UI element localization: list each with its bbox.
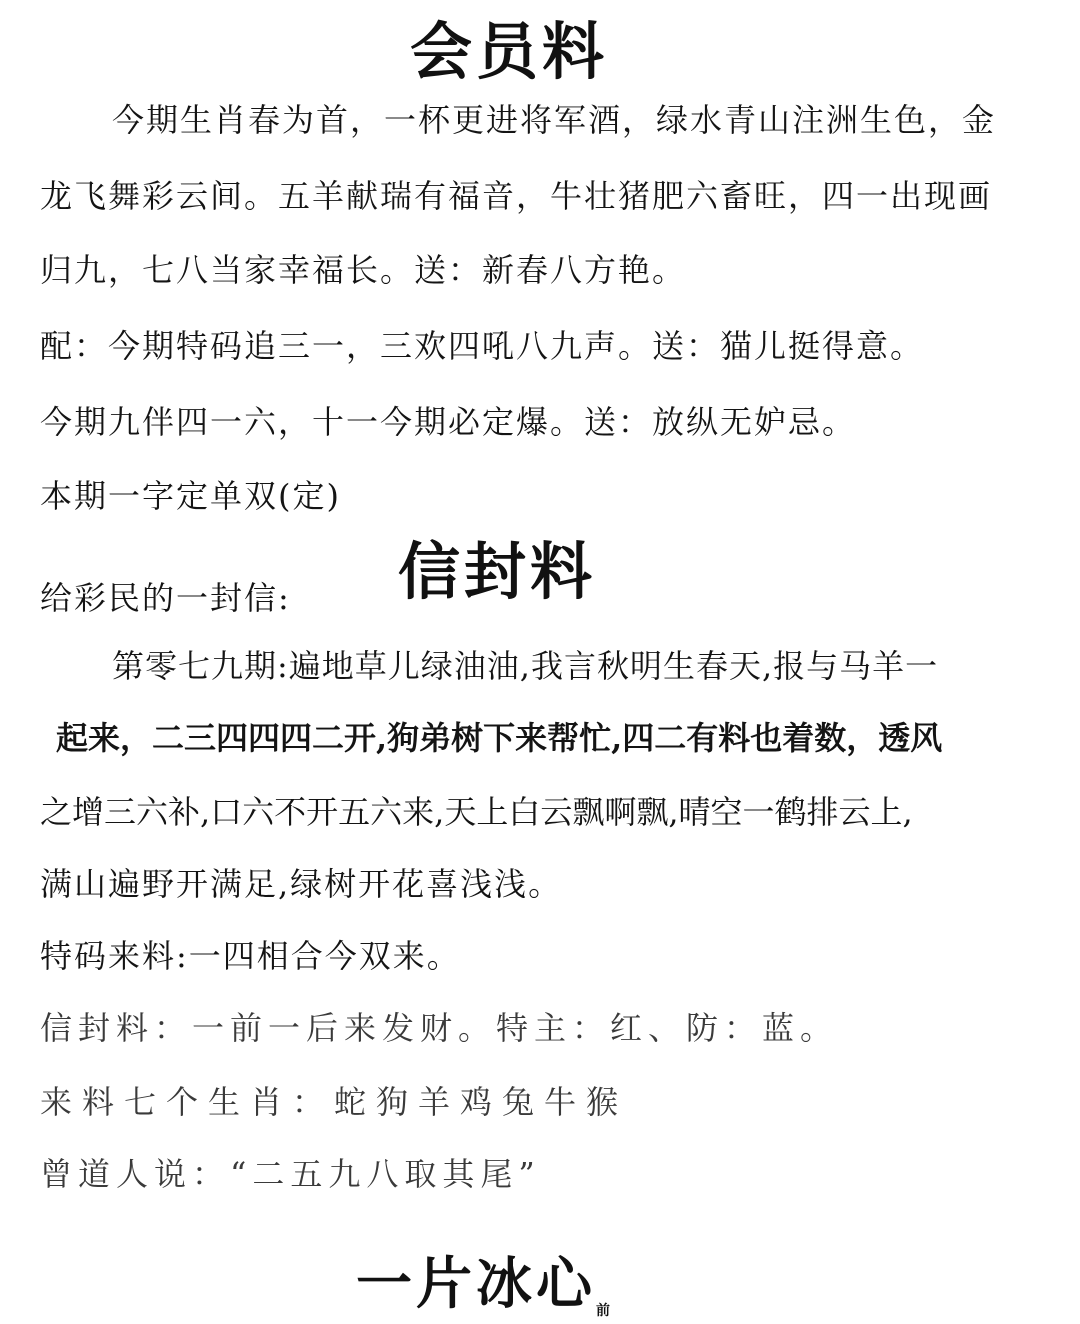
title-mark: 前 xyxy=(596,1303,610,1319)
section-title-text: 一片冰心 xyxy=(356,1251,596,1317)
text-line: 龙飞舞彩云间。五羊献瑞有福音，牛壮猪肥六畜旺，四一出现画 xyxy=(40,177,993,215)
text-line: 特码来料:一四相合今双来。 xyxy=(40,937,461,975)
text-line: 本期一字定单双(定) xyxy=(40,477,341,515)
section-title-members: 会员料 xyxy=(410,15,609,88)
section-title-ice-heart xyxy=(356,1240,610,1320)
text-line: 今期九伴四一六，十一今期必定爆。送：放纵无妒忌。 xyxy=(40,403,857,441)
text-line: 配：今期特码追三一，三欢四吼八九声。送：猫儿挺得意。 xyxy=(40,327,925,365)
text-line: 之增三六补,口六不开五六来,天上白云飘啊飘,晴空一鹤排云上, xyxy=(40,793,913,831)
text-line: 今期生肖春为首，一杯更进将军酒，绿水青山注洲生色，金 xyxy=(112,101,997,139)
salutation: 给彩民的一封信: xyxy=(40,579,291,617)
text-line: 信封料：一前一后来发财。特主：红、防：蓝。 xyxy=(40,1009,839,1047)
text-line: 归九，七八当家幸福长。送：新春八方艳。 xyxy=(40,251,687,289)
section-title-envelope: 信封料 xyxy=(398,535,597,608)
text-line: 第零七九期:遍地草儿绿油油,我言秋明生春天,报与马羊一 xyxy=(112,647,939,685)
text-line: 曾道人说：“二五九八取其尾” xyxy=(40,1155,541,1193)
text-line: 满山遍野开满足,绿树开花喜浅浅。 xyxy=(40,865,563,903)
text-line: 来料七个生肖：蛇狗羊鸡兔牛猴 xyxy=(40,1083,629,1121)
text-line: 起来，二三四四四二开,狗弟树下来帮忙,四二有料也着数，透风 xyxy=(56,719,943,757)
